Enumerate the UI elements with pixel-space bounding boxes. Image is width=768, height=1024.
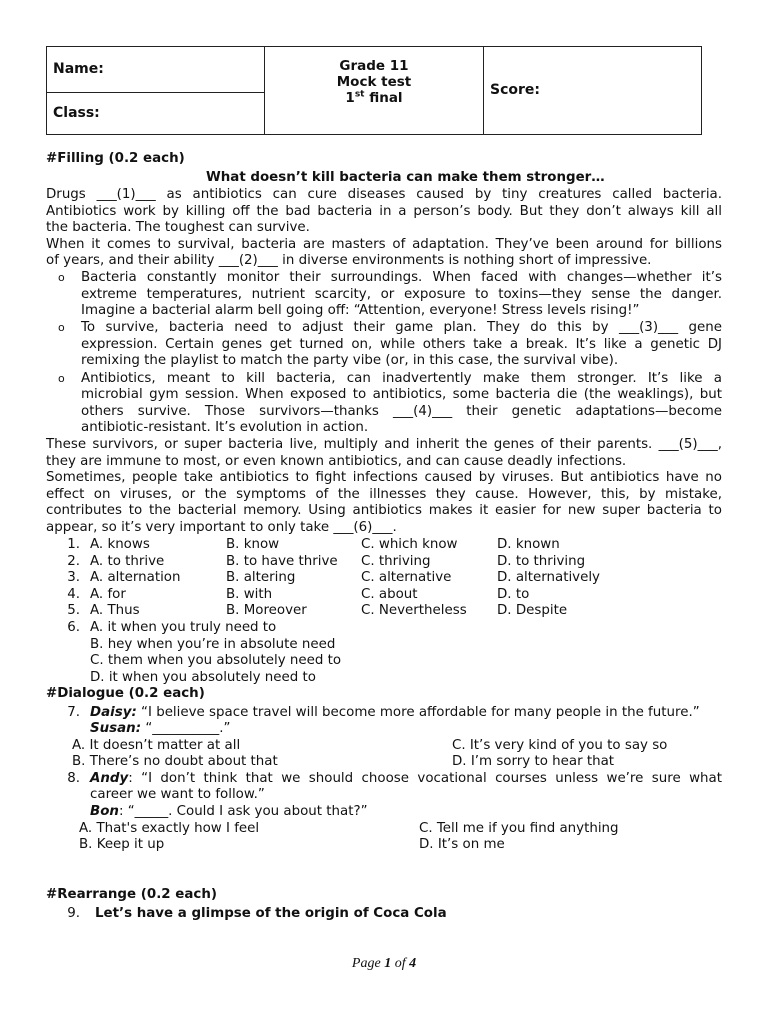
question-number: 3. [67, 570, 80, 586]
answer-option[interactable]: C. It’s very kind of you to say so [452, 738, 668, 753]
answer-option[interactable]: B. Keep it up [79, 837, 165, 852]
score-label: Score: [490, 82, 540, 98]
answer-option[interactable]: B. hey when you’re in absolute need [90, 637, 336, 652]
answer-option[interactable]: D. it when you absolutely need to [90, 670, 316, 685]
answer-option[interactable]: C. alternative [361, 570, 452, 586]
question-number: 5. [67, 603, 80, 619]
answer-option[interactable]: A. That's exactly how I feel [79, 821, 260, 836]
bullet-line: microbial gym session. When exposed to antibiotics, some bacteria die (the weaklings), but [81, 387, 722, 402]
answer-option[interactable]: D. to [497, 586, 530, 602]
answer-option[interactable]: B. Moreover [226, 603, 307, 619]
passage-line: These survivors, or super bacteria live, multiply and inherit the genes of their parents. ___(5)___, [46, 437, 722, 452]
passage-line: the bacteria. The toughest can survive. [46, 220, 310, 235]
dialogue-line: Susan: “__________.” [90, 721, 231, 736]
bullet-marker: o [58, 372, 65, 385]
question-number: 8. [67, 771, 80, 786]
answer-option[interactable]: A. for [90, 586, 126, 602]
answer-option[interactable]: C. Nevertheless [361, 603, 467, 619]
header-table [46, 46, 702, 135]
class-label: Class: [53, 105, 100, 121]
dialogue-line: Daisy: “I believe space travel will become more affordable for many people in the future.” [90, 705, 700, 720]
dialogue-line: career we want to follow.” [90, 787, 265, 802]
answer-option[interactable]: A. it when you truly need to [90, 620, 277, 635]
name-label: Name: [53, 61, 104, 77]
answer-option[interactable]: B. altering [226, 570, 296, 586]
answer-option[interactable]: B. with [226, 586, 273, 602]
class-cell [47, 93, 264, 135]
passage-line: Sometimes, people take antibiotics to fight infections caused by viruses. But antibiotics have no [46, 470, 722, 485]
answer-option[interactable]: D. I’m sorry to hear that [452, 754, 615, 769]
answer-option[interactable]: B. There’s no doubt about that [72, 754, 278, 769]
bullet-line: expression. Certain genes get turned on, while others take a break. It’s like a genetic DJ [81, 337, 722, 352]
answer-option[interactable]: A. Thus [90, 603, 140, 619]
answer-option[interactable]: C. thriving [361, 553, 431, 569]
test-text: Mock test [336, 74, 412, 90]
passage-line: Antibiotics work by killing off the bad bacteria in a person’s body. But they don’t always kill all [46, 204, 722, 219]
answer-option[interactable]: B. know [226, 537, 280, 552]
answer-option[interactable]: A. alternation [90, 570, 181, 586]
question-number: 1. [67, 537, 80, 552]
bullet-line: Bacteria constantly monitor their surroundings. When faced with changes—whether it’s [81, 270, 722, 285]
question-number: 4. [67, 586, 80, 602]
passage-line: effect on viruses, or the symptoms of the illnesses they cause. However, this, by mistake, [46, 487, 722, 502]
bullet-line: Antibiotics, meant to kill bacteria, can inadvertently make them stronger. It’s like a [81, 371, 722, 386]
answer-option[interactable]: D. Despite [497, 603, 568, 619]
bullet-marker: o [58, 271, 65, 284]
bullet-marker: o [58, 321, 65, 334]
answer-option[interactable]: B. to have thrive [226, 553, 338, 569]
passage-title: What doesn’t kill bacteria can make them stronger… [206, 170, 605, 185]
page-footer: Page 1 of 4 [351, 956, 417, 971]
filling-heading: #Filling (0.2 each) [46, 151, 185, 166]
dialogue-line: Andy: “I don’t think that we should choose vocational courses unless we’re sure what [90, 771, 722, 786]
final-text: 1st final [345, 89, 403, 106]
answer-option[interactable]: D. alternatively [497, 570, 600, 586]
title-cell [265, 47, 484, 134]
answer-option[interactable]: A. knows [90, 537, 150, 552]
question-number: 9. [67, 906, 80, 921]
passage-line: contributes to the bacterial memory. Using antibiotics makes it easier for new super bacteria to [46, 503, 722, 518]
passage-line: Drugs ___(1)___ as antibiotics can cure diseases caused by tiny creatures called bacteria. [46, 187, 722, 202]
answer-option[interactable]: D. to thriving [497, 553, 586, 569]
bullet-line: Imagine a bacterial alarm bell going off: “Attention, everyone! Stress levels rising!” [81, 303, 640, 318]
dialogue-heading: #Dialogue (0.2 each) [46, 686, 205, 701]
bullet-line: extreme temperatures, nutrient scarcity, or exposure to toxins—they sense the danger. [81, 287, 722, 302]
answer-option[interactable]: D. known [497, 537, 560, 552]
question-number: 7. [67, 705, 80, 720]
passage-line: When it comes to survival, bacteria are masters of adaptation. They’ve been around for billions [46, 237, 722, 252]
name-class-cell [47, 47, 265, 134]
passage-line: of years, and their ability ___(2)___ in diverse environments is nothing short of impressive. [46, 253, 652, 268]
question-title: Let’s have a glimpse of the origin of Coca Cola [95, 906, 447, 921]
bullet-line: remixing the playlist to match the party vibe (or, in this case, the survival vibe). [81, 353, 619, 368]
bullet-line: antibiotic-resistant. It’s evolution in action. [81, 420, 369, 435]
rearrange-heading: #Rearrange (0.2 each) [46, 887, 217, 902]
passage-line: they are immune to most, or even known antibiotics, and can cause deadly infections. [46, 454, 627, 469]
answer-option[interactable]: A. It doesn’t matter at all [72, 738, 241, 753]
question-number: 6. [67, 620, 80, 635]
answer-option[interactable]: C. them when you absolutely need to [90, 653, 342, 668]
passage-line: appear, so it’s very important to only take ___(6)___. [46, 520, 397, 535]
question-number: 2. [67, 553, 80, 569]
name-cell [47, 47, 264, 93]
answer-option[interactable]: C. which know [361, 537, 458, 552]
score-cell [484, 47, 703, 134]
bullet-line: To survive, bacteria need to adjust their game plan. They do this by ___(3)___ gene [81, 320, 722, 335]
dialogue-line: Bon: “_____. Could I ask you about that?” [90, 804, 368, 819]
grade-text: Grade 11 [339, 58, 409, 74]
answer-option[interactable]: C. about [361, 586, 418, 602]
answer-option[interactable]: C. Tell me if you find anything [419, 821, 619, 836]
bullet-line: others survive. Those survivors—thanks ___(4)___ their genetic adaptations—become [81, 404, 722, 419]
answer-option[interactable]: D. It’s on me [419, 837, 505, 852]
answer-option[interactable]: A. to thrive [90, 553, 165, 569]
